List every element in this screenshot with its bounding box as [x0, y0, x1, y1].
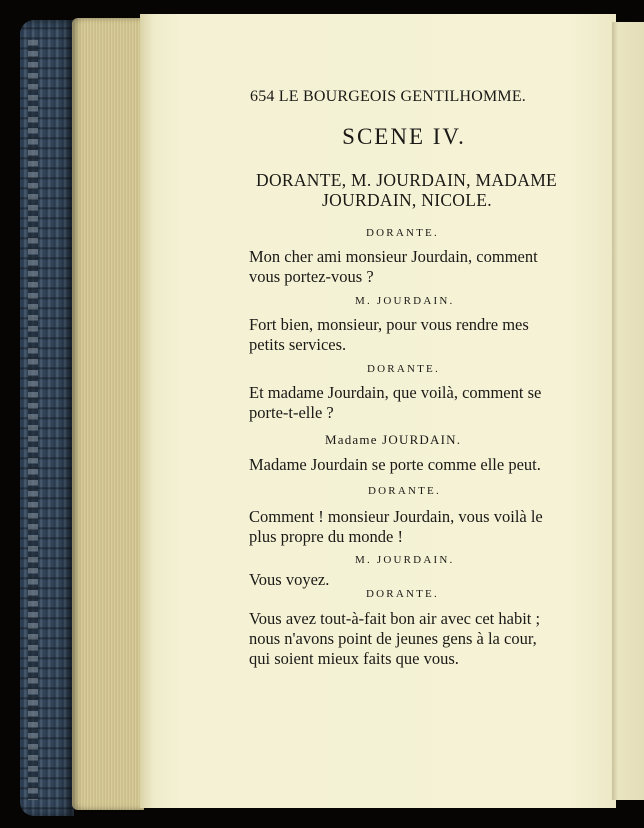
speech-line: petits services. [249, 335, 347, 354]
speech-line: nous n'avons point de jeunes gens à la cour, [249, 629, 537, 648]
speaker-label: Madame JOURDAIN. [325, 432, 462, 447]
speech-line: plus propre du monde ! [249, 527, 403, 546]
speech-line: Vous voyez. [249, 570, 330, 589]
speech-line: vous portez-vous ? [249, 267, 374, 286]
speech-line: porte-t-elle ? [249, 403, 334, 422]
scene-title: SCENE IV. [342, 124, 466, 149]
speech-line: Fort bien, monsieur, pour vous rendre mes [249, 315, 529, 334]
speaker-label: DORANTE. [366, 588, 439, 600]
speaker-label: DORANTE. [367, 363, 440, 375]
speaker-label: DORANTE. [368, 485, 441, 497]
cast-line-1: DORANTE, M. JOURDAIN, MADAME [256, 170, 558, 190]
speech-line: qui soient mieux faits que vous. [249, 649, 459, 668]
speaker-label: M. JOURDAIN. [355, 554, 455, 566]
speech-line: Mon cher ami monsieur Jourdain, comment [249, 247, 538, 266]
speaker-label: DORANTE. [366, 227, 439, 239]
speech-line: Comment ! monsieur Jourdain, vous voilà le [249, 507, 543, 526]
running-head: 654 LE BOURGEOIS GENTILHOMME. [250, 88, 527, 105]
speech-line: Vous avez tout-à-fait bon air avec cet habit ; [249, 609, 541, 628]
cast-line-2: JOURDAIN, NICOLE. [322, 190, 492, 210]
speaker-label: M. JOURDAIN. [355, 295, 455, 307]
speech-line: Madame Jourdain se porte comme elle peut. [249, 455, 541, 474]
speech-line: Et madame Jourdain, que voilà, comment se [249, 383, 542, 402]
